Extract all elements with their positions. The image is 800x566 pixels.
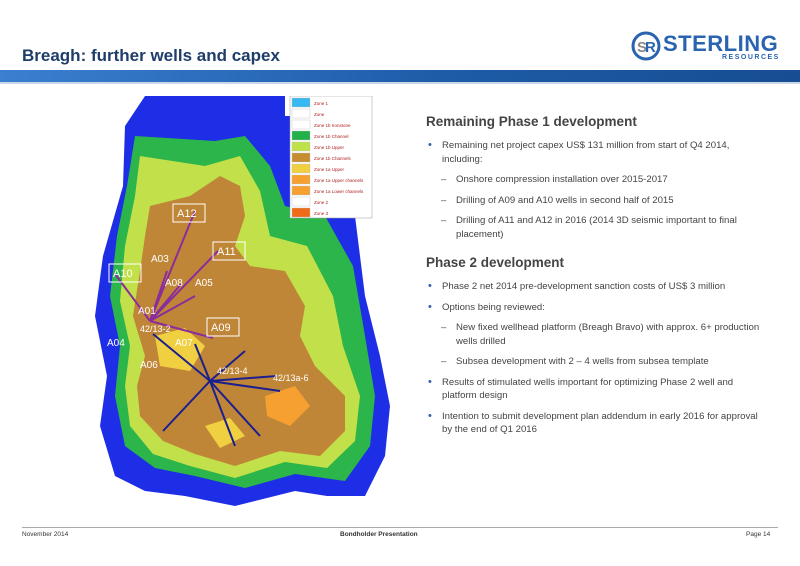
footer-divider xyxy=(22,527,778,528)
legend-label: Zone 1a Upper channels xyxy=(314,178,364,183)
footer-date: November 2014 xyxy=(22,531,69,538)
section1-sub-1: – Onshore compression installation over 2015-2017 xyxy=(426,173,766,187)
legend-swatch xyxy=(292,208,310,217)
logo-name: STERLING xyxy=(663,31,779,56)
legend-label: Zone 1b Channels xyxy=(314,156,351,161)
legend-label: Zone 1b Upper xyxy=(314,145,345,150)
exploration-well-label: 42/13-2 xyxy=(140,324,171,334)
exploration-well-label: 42/13-4 xyxy=(217,366,248,376)
legend-swatch xyxy=(292,186,310,195)
well-label: A05 xyxy=(195,278,213,289)
well-target-label: A11 xyxy=(217,246,236,258)
section1-bullet: • Remaining net project capex US$ 131 million from start of Q4 2014, including: xyxy=(426,139,766,166)
section2-bullet-3: • Results of stimulated wells important for optimizing Phase 2 well and platform design xyxy=(426,376,766,403)
legend-label: Zone 1a Lower channels xyxy=(314,189,364,194)
well-target-label: A12 xyxy=(177,208,197,220)
legend-label: Zone 3 xyxy=(314,211,329,216)
legend-label: Zone 1 xyxy=(314,101,329,106)
section2-sub-2: – Subsea development with 2 – 4 wells from subsea template xyxy=(426,355,766,369)
well-label: A04 xyxy=(107,338,125,349)
footer-title: Bondholder Presentation xyxy=(340,531,418,538)
legend-label: Zone 1a Upper xyxy=(314,167,345,172)
logo-subtitle: RESOURCES xyxy=(722,54,780,61)
svg-text:R: R xyxy=(645,39,656,56)
legend-label: Zone 1b Ironstone xyxy=(314,123,351,128)
well-label: A01 xyxy=(138,306,156,317)
section2-bullet-4: • Intention to submit development plan addendum in early 2016 for approval by the end of Q1 2016 xyxy=(426,410,766,437)
header-divider xyxy=(0,82,800,84)
footer-page-number: Page 14 xyxy=(746,531,771,538)
section1-heading: Remaining Phase 1 development xyxy=(426,114,637,129)
legend-swatch xyxy=(292,175,310,184)
well-label: A08 xyxy=(165,278,183,289)
legend-swatch xyxy=(292,142,310,151)
well-target-label: A10 xyxy=(113,268,133,280)
legend-swatch xyxy=(292,120,310,129)
legend-swatch xyxy=(292,98,310,107)
page-title: Breagh: further wells and capex xyxy=(22,46,280,65)
section1-sub-3: – Drilling of A11 and A12 in 2016 (2014 3D seismic important to final placement) xyxy=(426,214,766,241)
exploration-well-label: 42/13a-6 xyxy=(273,373,309,383)
reservoir-map xyxy=(95,96,395,516)
section2-sub-1: – New fixed wellhead platform (Breagh Bravo) with approx. 6+ production wells drilled xyxy=(426,321,766,348)
section2-heading: Phase 2 development xyxy=(426,255,565,270)
legend-label: Zone 1b Channel xyxy=(314,134,349,139)
legend-swatch xyxy=(292,197,310,206)
well-label: A06 xyxy=(140,360,158,371)
legend-label: Zone xyxy=(314,112,325,117)
well-target-label: A09 xyxy=(211,322,231,334)
header-band xyxy=(0,70,800,82)
legend-swatch xyxy=(292,164,310,173)
well-label: A03 xyxy=(151,254,169,265)
svg-text:S: S xyxy=(637,39,648,56)
section1-sub-2: – Drilling of A09 and A10 wells in second half of 2015 xyxy=(426,194,766,208)
main-content xyxy=(426,114,766,444)
well-label: A07 xyxy=(175,338,193,349)
section2-bullet-2: • Options being reviewed: xyxy=(426,301,766,315)
legend-swatch xyxy=(292,109,310,118)
legend-swatch xyxy=(292,153,310,162)
legend-swatch xyxy=(292,131,310,140)
legend-label: Zone 2 xyxy=(314,200,329,205)
section2-bullet-1: • Phase 2 net 2014 pre-development sanction costs of US$ 3 million xyxy=(426,280,766,294)
